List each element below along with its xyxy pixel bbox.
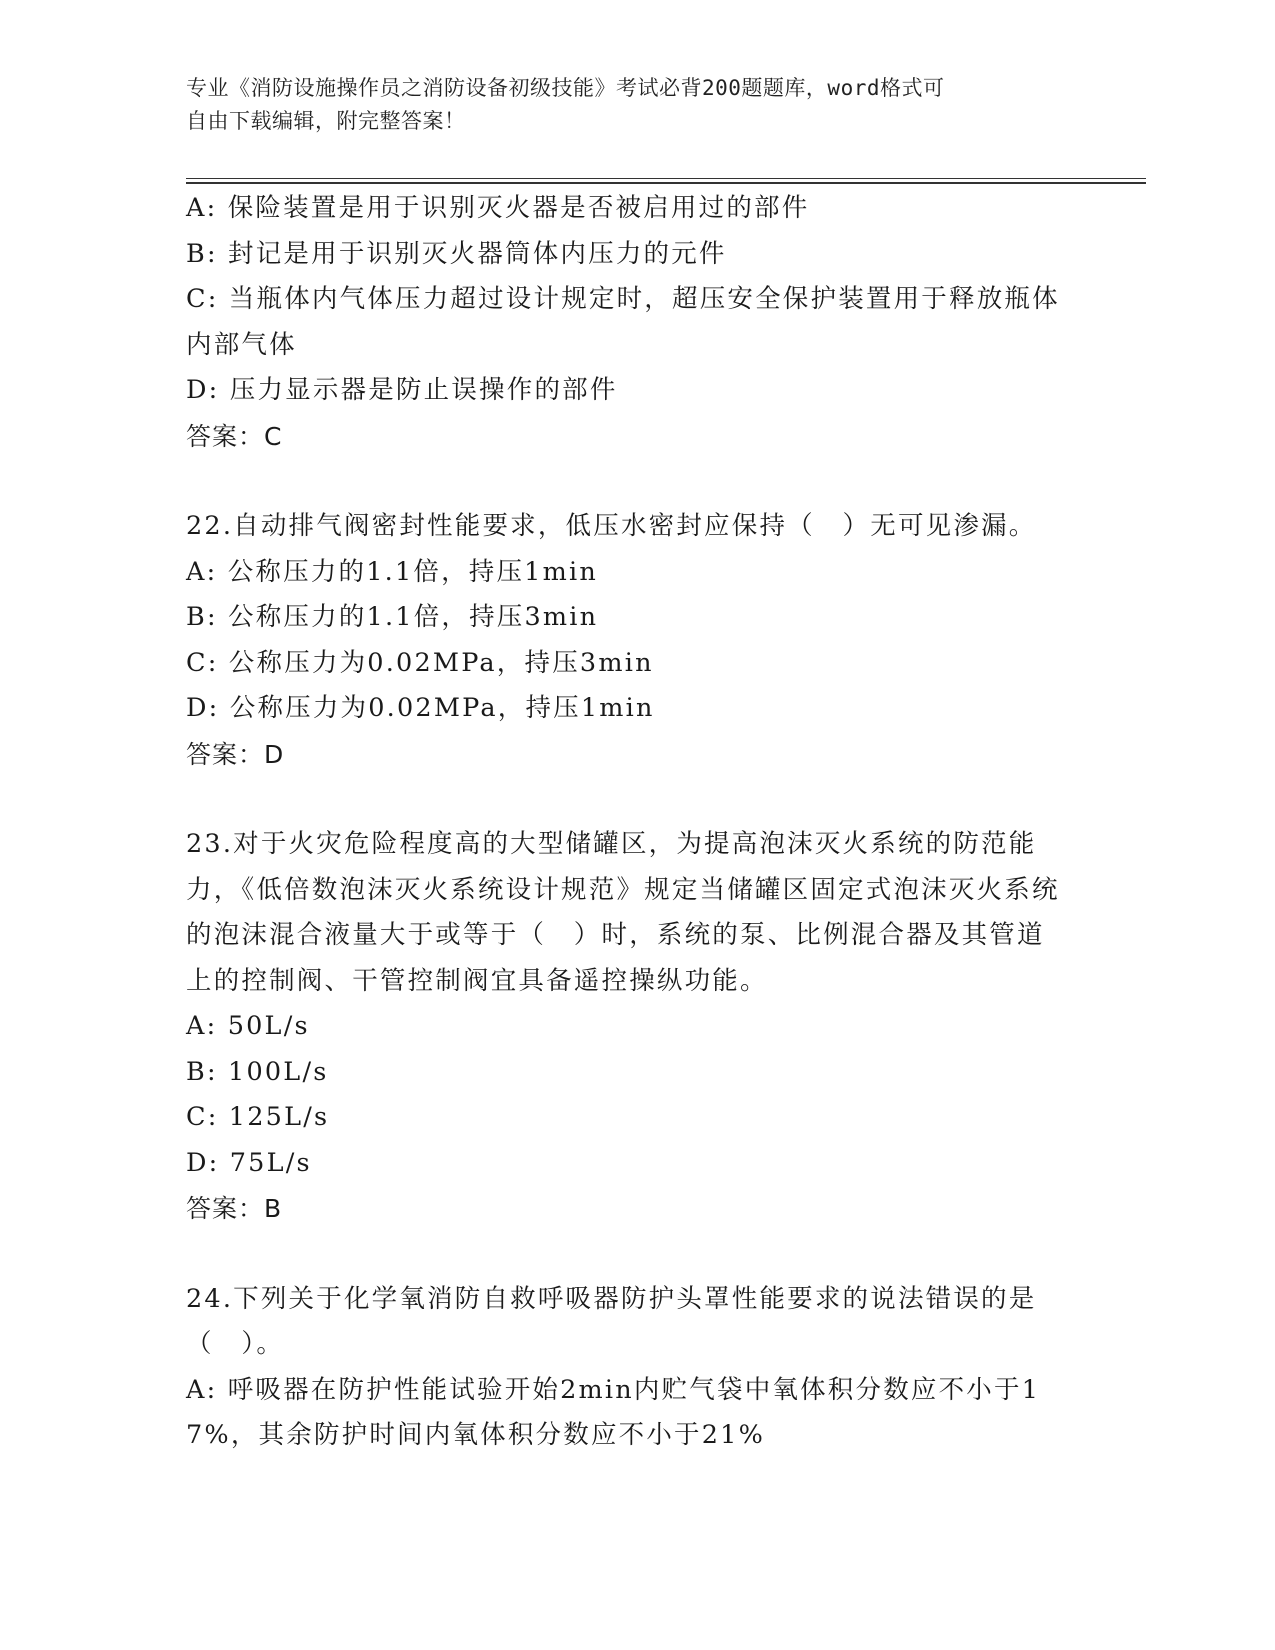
question-22 xyxy=(186,504,1066,777)
option-a: A: 50L/s xyxy=(186,1011,310,1041)
option-d: D: 压力显示器是防止误操作的部件 xyxy=(186,375,618,405)
option-a: A: 保险装置是用于识别灭火器是否被启用过的部件 xyxy=(186,193,810,223)
option-d: D: 75L/s xyxy=(186,1147,312,1178)
answer: 答案：D xyxy=(186,739,285,769)
question-text: 22.自动排气阀密封性能要求，低压水密封应保持（ ）无可见渗漏。 xyxy=(186,511,1037,541)
option-d: D: 公称压力为0.02MPa，持压1min xyxy=(186,693,655,723)
question-23 xyxy=(186,822,1066,1232)
option-b: B: 封记是用于识别灭火器筒体内压力的元件 xyxy=(186,238,727,269)
header-rule-thick xyxy=(186,182,1146,184)
header-rule-thin xyxy=(186,178,1146,179)
question-text: 24.下列关于化学氧消防自救呼吸器防护头罩性能要求的说法错误的是（ ）。 xyxy=(186,1283,1037,1359)
option-a: A: 公称压力的1.1倍，持压1min xyxy=(186,556,598,587)
answer: 答案：C xyxy=(186,421,283,451)
option-c: C: 125L/s xyxy=(186,1102,330,1132)
question-24 xyxy=(186,1277,1066,1459)
option-b: B: 公称压力的1.1倍，持压3min xyxy=(186,602,599,632)
question-list xyxy=(186,186,1066,1459)
header-line-1: 专业《消防设施操作员之消防设备初级技能》考试必背200题题库，word格式可 xyxy=(186,76,945,100)
answer: 答案：B xyxy=(186,1194,283,1223)
header-line-2: 自由下载编辑，附完整答案！ xyxy=(186,109,466,133)
option-c: C: 当瓶体内气体压力超过设计规定时，超压安全保护装置用于释放瓶体内部气体 xyxy=(186,284,1060,360)
option-c: C: 公称压力为0.02MPa，持压3min xyxy=(186,647,654,678)
question-21-continued xyxy=(186,186,1066,459)
document-header xyxy=(186,72,1066,138)
option-a: A: 呼吸器在防护性能试验开始2min内贮气袋中氧体积分数应不小于17%，其余防护时间内氧体积分数应不小于21% xyxy=(186,1374,1041,1450)
option-b: B: 100L/s xyxy=(186,1056,329,1087)
question-text: 23.对于火灾危险程度高的大型储罐区，为提高泡沫灭火系统的防范能力，《低倍数泡沫灭火系统设计规范》规定当储罐区固定式泡沫灭火系统的泡沫混合液量大于或等于（ ）时，系统的泵、比例混合器及其管道上的控制阀、干管控制阀宜具备遥控操纵功能。 xyxy=(186,829,1060,996)
